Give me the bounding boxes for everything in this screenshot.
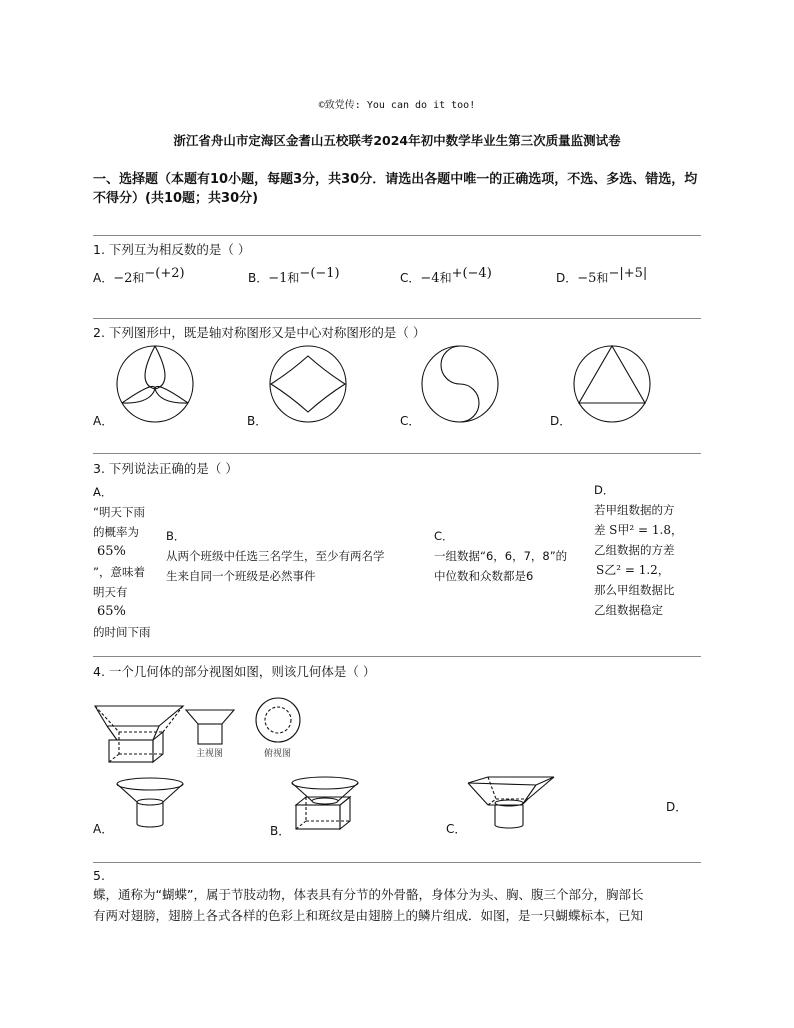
q4-label-c: C． bbox=[446, 822, 467, 836]
divider bbox=[93, 318, 701, 319]
q2-label-c: C． bbox=[400, 414, 421, 428]
yin-yang-figure bbox=[420, 344, 500, 424]
frustum-on-box-figure bbox=[290, 775, 360, 835]
q4-label-d: D． bbox=[666, 800, 688, 814]
q2-label-b: B． bbox=[247, 414, 268, 428]
solid-perspective-figure bbox=[93, 700, 183, 766]
divider bbox=[93, 656, 701, 657]
circle-with-curved-rhombus-figure bbox=[268, 344, 348, 424]
pyramid-frustum-on-cylinder-figure bbox=[466, 775, 556, 831]
q2-stem: 2. 下列图形中，既是轴对称图形又是中心对称图形的是（ ） bbox=[93, 325, 426, 340]
q3-option-d: D． 若甲组数据的方 差 S甲² = 1.8， 乙组数据的方差 S乙² = 1.2， 那么甲组数据比 乙组数据稳定 bbox=[594, 483, 683, 617]
q3-option-c: C． 一组数据“6，6，7，8”的 中位数和众数都是6 bbox=[434, 529, 568, 583]
q3-stem: 3. 下列说法正确的是（ ） bbox=[93, 461, 238, 476]
circle-with-triangle-figure bbox=[572, 344, 652, 424]
q5-text: 蝶，通称为“蝴蝶”，属于节肢动物，体表具有分节的外骨骼，身体分为头、胸、腹三个部分，胸部长 有两对翅膀，翅膀上各式各样的色彩上和斑纹是由翅膀上的鳞片组成．如图，是一只蝴蝶标本，已知 bbox=[93, 887, 644, 923]
q3-option-b: B． 从两个班级中任选三名学生，至少有两名学 生来自同一个班级是必然事件 bbox=[166, 529, 385, 583]
q1-option-c: C．−4和$^{+(-4)}$ bbox=[400, 266, 492, 286]
q1-stem: 1. 下列互为相反数的是（ ） bbox=[93, 242, 251, 257]
q2-label-a: A． bbox=[93, 414, 114, 428]
q3-option-a: A． “明天下雨 的概率为 65% ”，意味着 明天有 65% 的时间下雨 bbox=[93, 485, 151, 639]
frustum-on-cylinder-figure bbox=[115, 776, 185, 832]
q4-label-b: B． bbox=[270, 824, 291, 838]
three-arc-circle-figure bbox=[115, 344, 195, 424]
motto-text: ©致党传: You can do it too! bbox=[318, 100, 476, 111]
top-view-figure bbox=[254, 696, 302, 744]
page-title: 浙江省舟山市定海区金耆山五校联考2024年初中数学毕业生第三次质量监测试卷 bbox=[173, 133, 621, 148]
front-view-caption: 主视图 bbox=[196, 749, 224, 759]
section-heading: 一、选择题（本题有10小题，每题3分，共30分．请选出各题中唯一的正确选项，不选、多选、错选，均不得分）(共10题；共30分) bbox=[93, 172, 698, 206]
divider bbox=[93, 862, 701, 863]
q2-label-d: D． bbox=[550, 414, 572, 428]
divider bbox=[93, 453, 701, 454]
q5-number: 5. bbox=[93, 868, 105, 883]
top-view-caption: 俯视图 bbox=[264, 749, 292, 759]
q4-stem: 4. 一个几何体的部分视图如图，则该几何体是（ ） bbox=[93, 664, 376, 679]
q1-option-d: D．−5和$^{-|+5|}$ bbox=[556, 266, 648, 286]
front-view-figure bbox=[186, 708, 236, 748]
divider bbox=[93, 235, 701, 236]
q1-option-a: A．−2和$^{-(+2)}$ bbox=[93, 266, 185, 286]
q1-option-b: B．−1和$^{-(-1)}$ bbox=[248, 266, 340, 286]
q4-label-a: A． bbox=[93, 822, 114, 836]
